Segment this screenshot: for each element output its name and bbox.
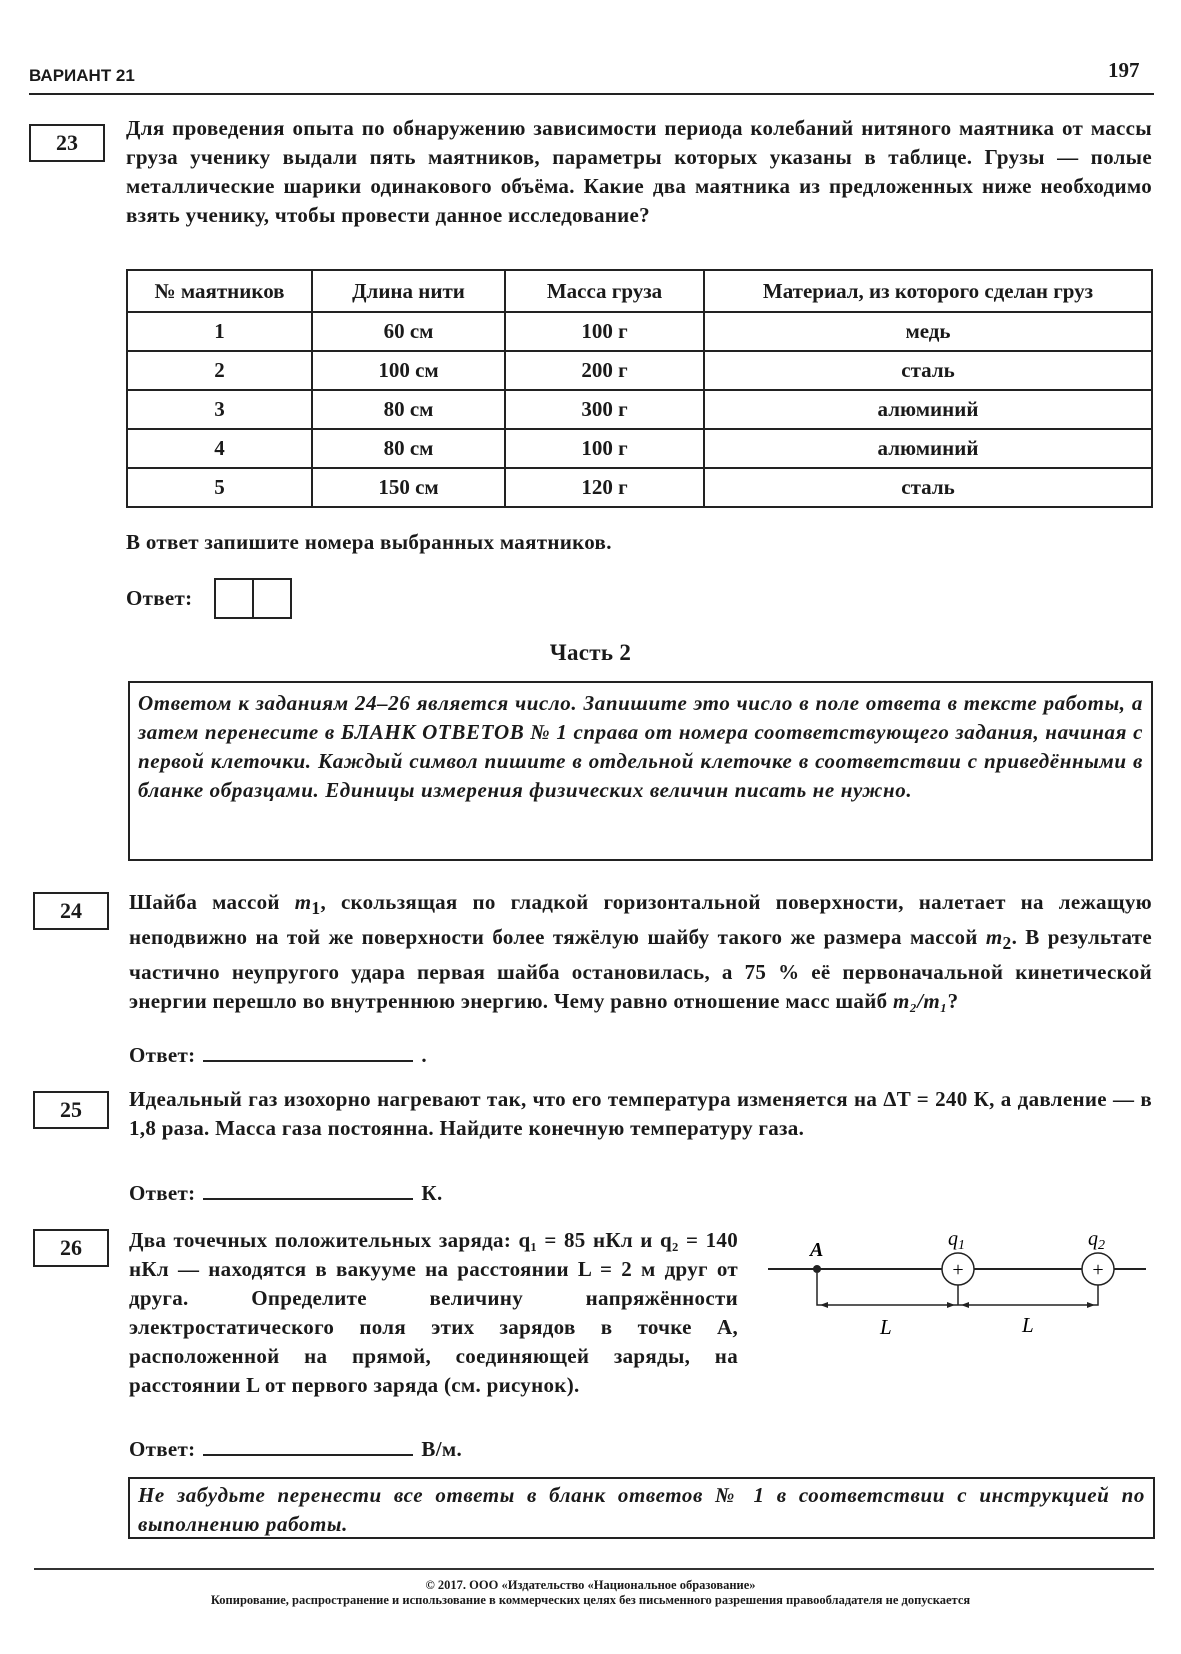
task26-text: Два точечных положительных заряда: q₁ = 85 нКл и q₂ = 140 нКл — находятся в вакууме на расстоянии L = 2 м друг от друга. Определите величину напряжённости электростатического поля этих зарядов в точке A, расположенной на прямой, соединяющей заряды, на расстоянии L от первого заряда (см. рисунок). — [129, 1228, 738, 1397]
task24-text — [129, 888, 1152, 1016]
table-header: Масса груза — [505, 270, 704, 312]
answer-field[interactable] — [203, 1040, 413, 1062]
answer-line-26 — [129, 1434, 462, 1464]
table-header: № маятников — [127, 270, 312, 312]
answer-unit: К. — [421, 1181, 443, 1205]
cell: 1 — [127, 312, 312, 351]
task23-instruction: В ответ запишите номера выбранных маятников. — [126, 530, 612, 554]
answer-line-25 — [129, 1178, 443, 1208]
var-m: m — [985, 925, 1003, 950]
answer-cell[interactable] — [214, 578, 254, 619]
table-row — [127, 468, 1152, 507]
cell: 100 г — [505, 312, 704, 351]
cell: 4 — [127, 429, 312, 468]
footer-divider — [34, 1568, 1154, 1570]
answer-label: Ответ: — [129, 1043, 196, 1067]
task-number-26: 26 — [33, 1229, 109, 1267]
answer-label: Ответ: — [126, 586, 193, 610]
cell: сталь — [704, 468, 1152, 507]
answer-line-24 — [129, 1040, 427, 1070]
text: , скользящая по гладкой горизонтальной поверхности, налетает на лежащую неподвижно на той же поверхности более тяжёлую шайбу такого же размера массой — [129, 890, 1152, 950]
task-number-23: 23 — [29, 124, 105, 162]
answer-label: Ответ: — [129, 1181, 196, 1205]
answer-unit: . — [421, 1043, 427, 1067]
cell: 100 см — [312, 351, 505, 390]
part2-instruction-box: Ответом к заданиям 24–26 является число. Запишите это число в поле ответа в тексте работы, а затем перенесите в БЛАНК ОТВЕТОВ № 1 справа от номера соответствующего задания, начиная с первой клеточки. Каждый символ пишите в отдельной клеточке в соответствии с приведёнными в бланке образцами. Единицы измерения физических величин писать не нужно. — [128, 681, 1153, 861]
variant-label: ВАРИАНТ 21 — [29, 66, 135, 85]
cell: алюминий — [704, 429, 1152, 468]
cell: 3 — [127, 390, 312, 429]
sub: 1 — [311, 898, 321, 919]
task-number-25: 25 — [33, 1091, 109, 1129]
plus-icon: + — [952, 1259, 964, 1281]
cell: 80 см — [312, 429, 505, 468]
sub: 1 — [958, 1238, 965, 1253]
cell: 150 см — [312, 468, 505, 507]
cell: сталь — [704, 351, 1152, 390]
sub: 2 — [1098, 1238, 1105, 1253]
cell: 2 — [127, 351, 312, 390]
sub: 2 — [1002, 933, 1012, 954]
table-header-row — [127, 270, 1152, 312]
table-header: Материал, из которого сделан груз — [704, 270, 1152, 312]
reminder-box: Не забудьте перенести все ответы в бланк ответов № 1 в соответствии с инструкцией по выполнению работы. — [128, 1477, 1155, 1539]
point-a-label: A — [810, 1239, 824, 1261]
answer-cells-23[interactable] — [214, 578, 292, 624]
page-number: 197 — [1108, 58, 1140, 82]
cell: алюминий — [704, 390, 1152, 429]
task-number-24: 24 — [33, 892, 109, 930]
table-header: Длина нити — [312, 270, 505, 312]
charges-diagram — [760, 1210, 1181, 1360]
distance-label-right: L — [1022, 1313, 1034, 1337]
cell: 120 г — [505, 468, 704, 507]
text: ? — [947, 989, 959, 1014]
cell: 300 г — [505, 390, 704, 429]
task23-text: Для проведения опыта по обнаружению зависимости периода колебаний нитяного маятника от массы груза ученику выдали пять маятников, параметры которых указаны в таблице. Грузы — полые металлические шарики одинакового объёма. Какие два маятника из предложенных ниже необходимо взять ученику, чтобы провести данное исследование? — [126, 116, 1152, 227]
cell: 100 г — [505, 429, 704, 468]
answer-label: Ответ: — [129, 1437, 196, 1461]
table-row — [127, 312, 1152, 351]
answer-field[interactable] — [203, 1178, 413, 1200]
footer-notice: Копирование, распространение и использование в коммерческих целях без письменного разрешения правообладателя не допускается — [210, 1593, 971, 1607]
point-a-dot — [813, 1265, 821, 1273]
cell: 200 г — [505, 351, 704, 390]
text: Шайба массой — [129, 890, 295, 914]
cell: медь — [704, 312, 1152, 351]
table-row — [127, 351, 1152, 390]
answer-unit: В/м. — [421, 1437, 463, 1461]
distance-label-left: L — [880, 1315, 892, 1339]
header-divider — [29, 93, 1154, 95]
plus-icon: + — [1092, 1259, 1104, 1281]
table-row — [127, 390, 1152, 429]
cell: 80 см — [312, 390, 505, 429]
answer-field[interactable] — [203, 1434, 413, 1456]
var-m: m — [294, 890, 312, 914]
part2-title: Часть 2 — [549, 640, 632, 665]
pendulum-table — [126, 269, 1153, 508]
cell: 60 см — [312, 312, 505, 351]
text: . В результате частично неупругого удара первая шайба остановилась, а 75 % её первоначальной кинетической энергии перешло во внутреннюю энергию. Чему равно отношение масс шайб — [129, 925, 1152, 1014]
q2-label — [1088, 1228, 1105, 1253]
answer-cell[interactable] — [252, 578, 292, 619]
table-row — [127, 429, 1152, 468]
mass-ratio: m₂/m₁ — [892, 989, 948, 1014]
q1-label — [948, 1228, 965, 1253]
q: q — [948, 1228, 958, 1250]
cell: 5 — [127, 468, 312, 507]
footer-copyright: © 2017. ООО «Издательство «Национальное образование» — [425, 1578, 756, 1592]
task25-text: Идеальный газ изохорно нагревают так, что его температура изменяется на ΔT = 240 К, а давление — в 1,8 раза. Масса газа постоянна. Найдите конечную температуру газа. — [129, 1087, 1152, 1140]
q: q — [1088, 1228, 1098, 1250]
